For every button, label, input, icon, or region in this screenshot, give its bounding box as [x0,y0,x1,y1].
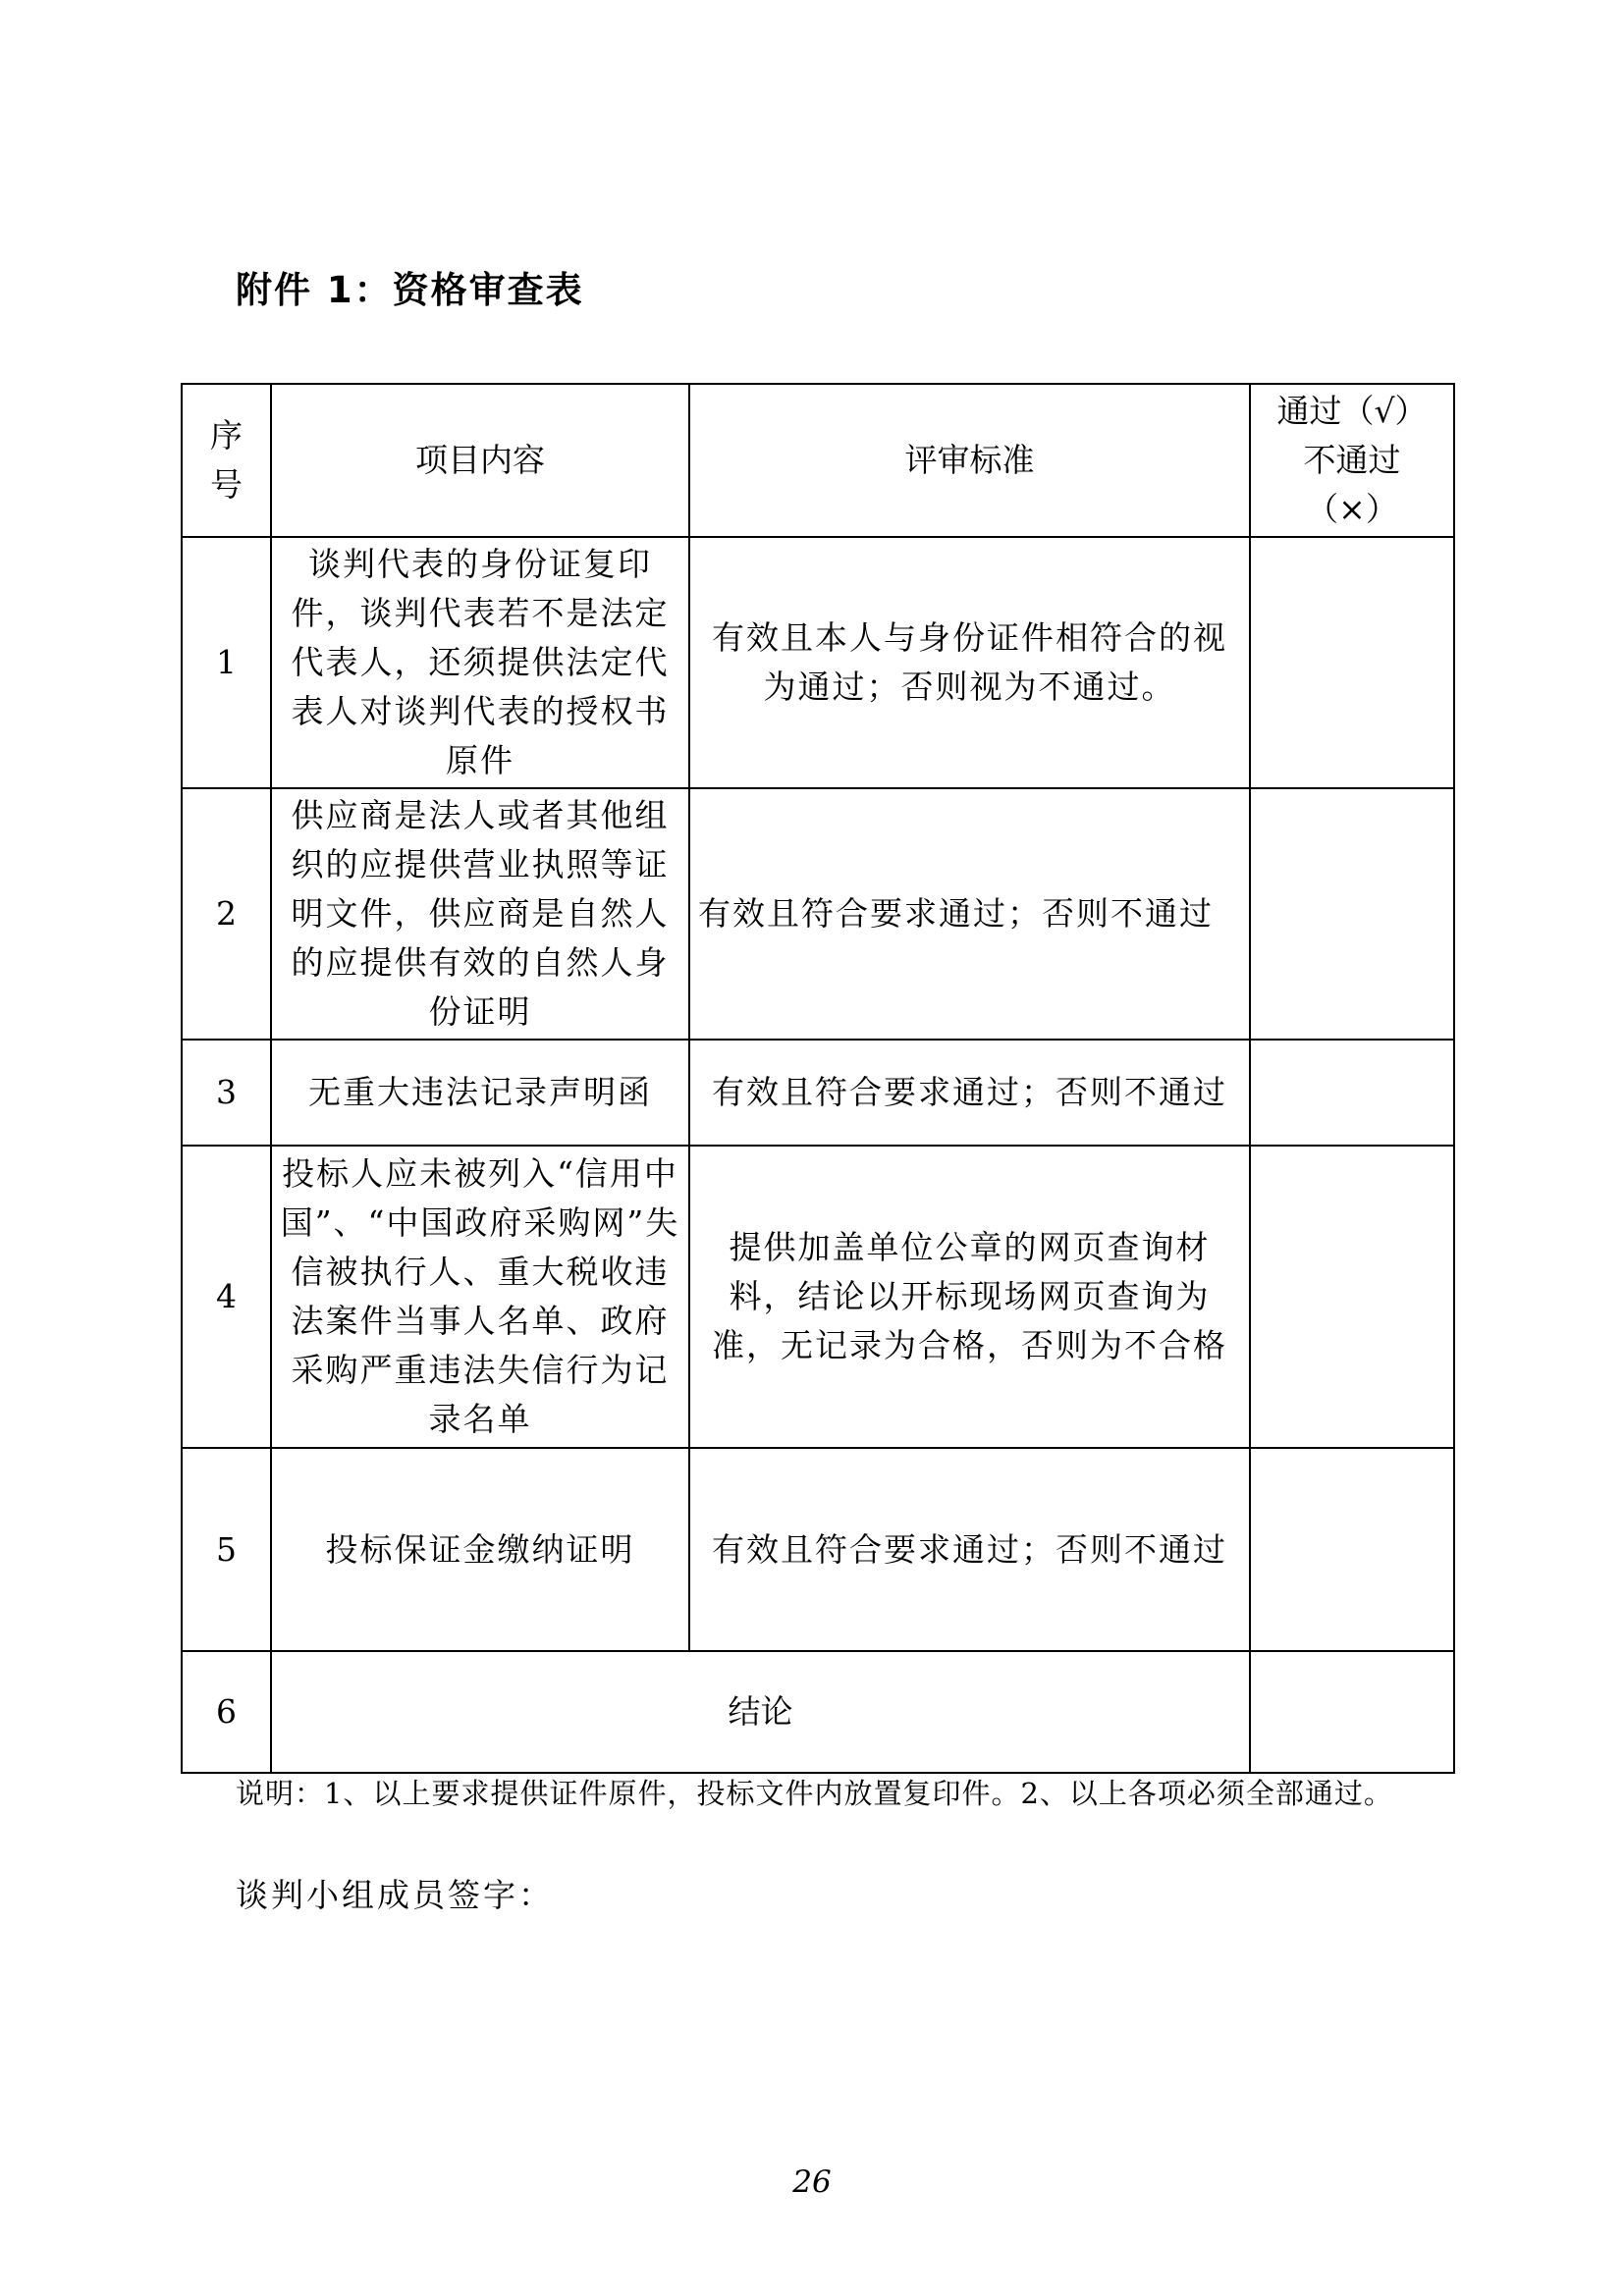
row-item: 谈判代表的身份证复印件，谈判代表若不是法定代表人，还须提供法定代表人对谈判代表的授权书原件 [271,537,689,788]
row-item: 无重大违法记录声明函 [271,1040,689,1146]
conclusion-pass-cell[interactable] [1250,1651,1454,1773]
table-row [182,1040,1454,1146]
conclusion-label: 结论 [271,1651,1250,1773]
table-header-row [182,384,1454,537]
row-item: 投标人应未被列入“信用中国”、“中国政府采购网”失信被执行人、重大税收违法案件当事人名单、政府采购严重违法失信行为记录名单 [271,1146,689,1448]
row-item: 供应商是法人或者其他组织的应提供营业执照等证明文件，供应商是自然人的应提供有效的自然人身份证明 [271,788,689,1040]
row-num: 4 [182,1146,271,1448]
row-pass-cell[interactable] [1250,1146,1454,1448]
table-row [182,788,1454,1040]
row-pass-cell[interactable] [1250,537,1454,788]
page-number: 26 [792,2164,832,2200]
signature-label: 谈判小组成员签字： [236,1876,554,1914]
header-pass-line1: 通过（√） [1276,392,1428,430]
row-item: 投标保证金缴纳证明 [271,1448,689,1651]
row-pass-cell[interactable] [1250,788,1454,1040]
row-standard: 提供加盖单位公章的网页查询材料，结论以开标现场网页查询为准，无记录为合格，否则为不合格 [689,1146,1250,1448]
header-pass [1250,384,1454,537]
qualification-review-table [181,383,1455,1774]
conclusion-num: 6 [182,1651,271,1773]
row-standard: 有效且符合要求通过；否则不通过 [689,1040,1250,1146]
table-note: 说明：1、以上要求提供证件原件，投标文件内放置复印件。2、以上各项必须全部通过。 [236,1777,1393,1810]
header-num: 序号 [182,384,271,537]
row-standard: 有效且本人与身份证件相符合的视为通过；否则视为不通过。 [689,537,1250,788]
row-num: 2 [182,788,271,1040]
row-pass-cell[interactable] [1250,1040,1454,1146]
table-row [182,1146,1454,1448]
header-pass-line3: （×） [1306,490,1398,528]
header-item: 项目内容 [271,384,689,537]
table-row [182,537,1454,788]
row-standard: 有效且符合要求通过；否则不通过 [689,788,1250,1040]
header-standard: 评审标准 [689,384,1250,537]
row-num: 3 [182,1040,271,1146]
conclusion-row [182,1651,1454,1773]
table-row [182,1448,1454,1651]
row-pass-cell[interactable] [1250,1448,1454,1651]
document-title: 附件 1：资格审查表 [236,269,584,311]
row-num: 5 [182,1448,271,1651]
row-standard: 有效且符合要求通过；否则不通过 [689,1448,1250,1651]
header-pass-line2: 不通过 [1303,441,1401,479]
row-num: 1 [182,537,271,788]
